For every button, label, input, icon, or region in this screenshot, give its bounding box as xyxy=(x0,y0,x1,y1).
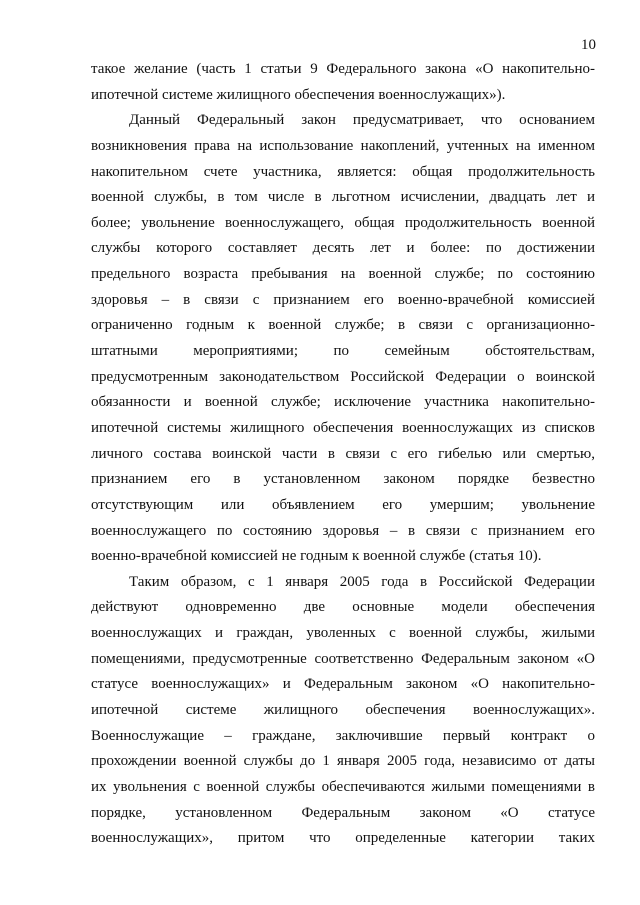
text-line: ипотечной системе жилищного обеспечения военнослужащих»). xyxy=(91,86,506,103)
text-line: здоровья – в связи с признанием его военно-врачебной комиссией xyxy=(91,291,595,308)
text-line: более; увольнение военнослужащего, общая продолжительность военной xyxy=(91,214,595,231)
page-number: 10 xyxy=(581,37,596,53)
text-line: статусе военнослужащих» и Федеральным законом «О накопительно- xyxy=(91,676,595,693)
text-line: порядке, установленном Федеральным законом «О статусе xyxy=(91,804,595,821)
text-line: предельного возраста пребывания на военной службе; по состоянию xyxy=(91,266,595,283)
text-line: возникновения права на использование накоплений, учтенных на именном xyxy=(91,137,595,154)
text-line: помещениями, предусмотренные соответственно Федеральным законом «О xyxy=(91,650,595,667)
text-line: военнослужащего по состоянию здоровья – в связи с признанием его xyxy=(91,522,595,539)
text-line: военно-врачебной комиссией не годным к военной службе (статья 10). xyxy=(91,548,542,565)
text-line: признанием его в установленном законом порядке безвестно xyxy=(91,471,595,488)
text-line: ипотечной системе жилищного обеспечения военнослужащих». xyxy=(91,702,595,719)
text-line: военнослужащих», притом что определенные категории таких xyxy=(91,830,595,847)
text-line: предусмотренным законодательством Российской Федерации о воинской xyxy=(91,368,595,385)
text-line: обязанности и военной службе; исключение участника накопительно- xyxy=(91,394,595,411)
paragraph-first-line: Данный Федеральный закон предусматривает, что основанием xyxy=(129,112,595,129)
text-line: военнослужащих и граждан, уволенных с военной службы, жилыми xyxy=(91,625,595,642)
text-line: накопительном счете участника, является: общая продолжительность xyxy=(91,163,595,180)
paragraph-first-line: Таким образом, с 1 января 2005 года в Российской Федерации xyxy=(129,573,595,590)
text-line: личного состава воинской части в связи с его гибелью или смертью, xyxy=(91,445,595,462)
text-line: ипотечной системы жилищного обеспечения военнослужащих из списков xyxy=(91,419,595,436)
text-line: штатными мероприятиями; по семейным обстоятельствам, xyxy=(91,343,595,360)
document-body xyxy=(91,57,595,852)
text-line: ограниченно годным к военной службе; в связи с организационно- xyxy=(91,317,595,334)
text-line: военной службы, в том числе в льготном исчислении, двадцать лет и xyxy=(91,189,595,206)
text-line: службы которого составляет десять лет и более: по достижении xyxy=(91,240,595,257)
text-line: их увольнения с военной службы обеспечиваются жилыми помещениями в xyxy=(91,778,595,795)
text-line: отсутствующим или объявлением его умершим; увольнение xyxy=(91,496,595,513)
text-line: такое желание (часть 1 статьи 9 Федерального закона «О накопительно- xyxy=(91,61,595,77)
text-line: прохождении военной службы до 1 января 2005 года, независимо от даты xyxy=(91,753,595,770)
text-line: действуют одновременно две основные модели обеспечения xyxy=(91,599,595,616)
text-line: Военнослужащие – граждане, заключившие первый контракт о xyxy=(91,727,595,744)
